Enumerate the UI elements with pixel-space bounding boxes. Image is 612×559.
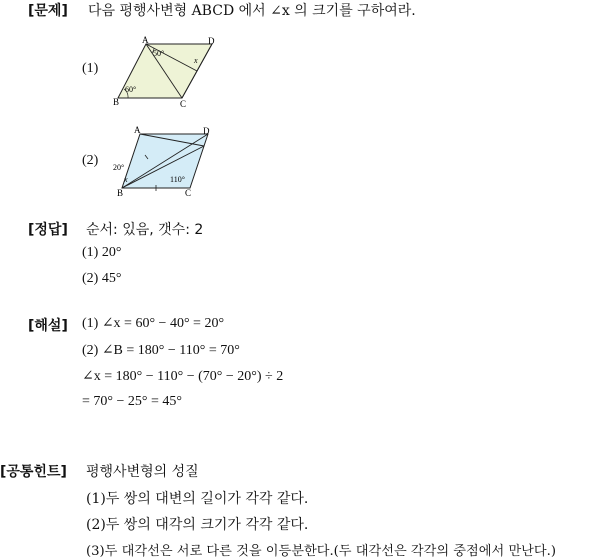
solution-line-4: = 70° − 25° = 45°: [82, 394, 182, 409]
figure-1-number: (1): [82, 61, 99, 76]
fig1-label-c: C: [180, 99, 187, 108]
solution-line-3: ∠x = 180° − 110° − (70° − 20°) ÷ 2: [82, 369, 284, 384]
fig1-label-d: D: [208, 36, 215, 46]
problem-tag: [문제]: [28, 3, 68, 19]
answer-line-2: (1) 20°: [82, 245, 122, 260]
figure-1-parallelogram: [110, 36, 222, 108]
hint-line-2: (2)두 쌍의 대각의 크기가 각각 같다.: [86, 517, 309, 533]
answer-line-1: 순서: 있음, 갯수: 2: [86, 222, 204, 238]
answer-line-3: (2) 45°: [82, 271, 122, 286]
hint-tag: [공통힌트]: [0, 464, 67, 480]
figure-2-number: (2): [82, 153, 99, 168]
fig2-angle-110: 110°: [170, 175, 185, 184]
hint-title: 평행사변형의 성질: [86, 464, 199, 480]
fig1-angle-x: x: [194, 56, 198, 65]
answer-tag: [정답]: [28, 222, 68, 238]
fig2-label-a: A: [134, 126, 141, 135]
solution-line-1: (1) ∠x = 60° − 40° = 20°: [82, 316, 225, 331]
fig2-angle-x: x: [124, 175, 128, 184]
figure-2-parallelogram: [110, 126, 222, 200]
fig2-label-d: D: [203, 126, 210, 136]
fig1-label-a: A: [142, 36, 149, 45]
fig2-angle-20: 20°: [113, 163, 125, 172]
fig2-label-c: C: [185, 188, 192, 198]
hint-line-3: (3)두 대각선은 서로 다른 것을 이등분한다.(두 대각선은 각각의 중점에서 만난다.): [86, 544, 556, 559]
solution-line-2: (2) ∠B = 180° − 110° = 70°: [82, 343, 240, 358]
fig2-label-b: B: [117, 188, 124, 198]
problem-text: 다음 평행사변형 ABCD 에서 ∠x 의 크기를 구하여라.: [88, 3, 416, 19]
fig1-label-b: B: [113, 97, 120, 107]
solution-tag: [해설]: [28, 318, 68, 334]
fig1-angle-50: 50°: [153, 49, 165, 58]
hint-line-1: (1)두 쌍의 대변의 길이가 각각 같다.: [86, 491, 309, 507]
fig1-angle-60: 60°: [125, 85, 137, 94]
